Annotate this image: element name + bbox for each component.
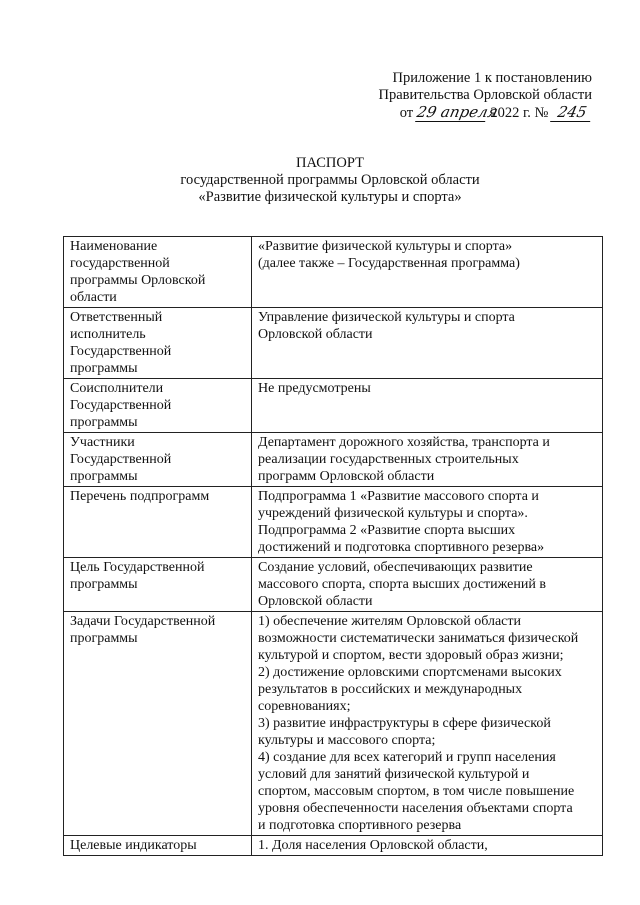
title-line-1: ПАСПОРТ	[296, 155, 364, 171]
row-label-cell	[64, 308, 252, 379]
row-label-line: государственной	[70, 256, 170, 271]
row-value-line: спортом, массовым спортом, в том числе повышение	[258, 784, 575, 799]
row-value-line: Орловской области	[258, 594, 373, 609]
row-label-line: Ответственный	[70, 310, 163, 325]
row-label-cell	[64, 379, 252, 433]
row-label-cell	[64, 433, 252, 487]
row-label-line: программы Орловской	[70, 273, 206, 288]
row-value-line: Подпрограмма 1 «Развитие массового спорта и	[258, 489, 539, 504]
row-value-cell	[252, 612, 603, 836]
row-label-line: Государственной	[70, 344, 172, 359]
row-label-line: Участники	[70, 435, 135, 450]
table-row	[64, 433, 603, 487]
passport-table	[63, 236, 603, 856]
table-row	[64, 558, 603, 612]
row-label-cell	[64, 558, 252, 612]
row-label-cell	[64, 836, 252, 856]
row-label-line: исполнитель	[70, 327, 146, 342]
row-label-line: программы	[70, 361, 138, 376]
table-row	[64, 836, 603, 856]
row-value-line: программ Орловской области	[258, 469, 435, 484]
handwritten-date: 29 апреля	[415, 103, 500, 121]
table-row	[64, 379, 603, 433]
row-label-line: программы	[70, 577, 138, 592]
row-value-line: 1. Доля населения Орловской области,	[258, 838, 488, 853]
row-value-line: реализации государственных строительных	[258, 452, 519, 467]
row-value-line: (далее также – Государственная программа)	[258, 256, 520, 271]
row-value-cell	[252, 379, 603, 433]
row-value-line: уровня обеспеченности населения объектами спорта	[258, 801, 573, 816]
row-value-line: 1) обеспечение жителям Орловской области	[258, 614, 522, 629]
row-value-line: культуры и массового спорта;	[258, 733, 436, 748]
row-label-line: Целевые индикаторы	[70, 838, 197, 853]
row-label-cell	[64, 237, 252, 308]
row-value-line: Не предусмотрены	[258, 381, 371, 396]
row-value-cell	[252, 836, 603, 856]
row-value-line: 3) развитие инфраструктуры в сфере физической	[258, 716, 551, 731]
row-value-line: «Развитие физической культуры и спорта»	[258, 239, 513, 254]
title-line-3: «Развитие физической культуры и спорта»	[198, 189, 462, 205]
appendix-prefix: от	[399, 105, 414, 121]
row-label-line: программы	[70, 631, 138, 646]
row-label-line: Государственной	[70, 452, 172, 467]
appendix-line-2: Правительства Орловской области	[378, 87, 592, 103]
appendix-middle: 2022 г. №	[490, 105, 549, 121]
row-label-line: Задачи Государственной	[70, 614, 216, 629]
appendix-line-3	[332, 104, 592, 122]
table-row	[64, 612, 603, 836]
table-row	[64, 237, 603, 308]
appendix-header	[332, 70, 592, 122]
row-label-line: программы	[70, 469, 138, 484]
row-value-line: Подпрограмма 2 «Развитие спорта высших	[258, 523, 516, 538]
document-title	[100, 155, 560, 206]
row-label-line: Цель Государственной	[70, 560, 205, 575]
row-label-cell	[64, 487, 252, 558]
row-value-cell	[252, 487, 603, 558]
row-value-line: Департамент дорожного хозяйства, транспорта и	[258, 435, 550, 450]
handwritten-number: 245	[550, 104, 594, 122]
row-label-line: Перечень подпрограмм	[70, 489, 210, 504]
row-label-line: Государственной	[70, 398, 172, 413]
table-row	[64, 487, 603, 558]
row-value-line: Орловской области	[258, 327, 373, 342]
row-label-line: Соисполнители	[70, 381, 164, 396]
row-value-line: и подготовка спортивного резерва	[258, 818, 462, 833]
row-value-line: соревнованиях;	[258, 699, 351, 714]
row-value-line: массового спорта, спорта высших достижений в	[258, 577, 546, 592]
row-label-line: Наименование	[70, 239, 158, 254]
row-value-cell	[252, 558, 603, 612]
row-value-line: Управление физической культуры и спорта	[258, 310, 515, 325]
row-value-line: условий для занятий физической культурой и	[258, 767, 530, 782]
row-value-line: учреждений физической культуры и спорта».	[258, 506, 528, 521]
table-row	[64, 308, 603, 379]
title-line-2: государственной программы Орловской области	[180, 172, 480, 188]
row-value-cell	[252, 433, 603, 487]
row-label-line: программы	[70, 415, 138, 430]
row-value-line: Создание условий, обеспечивающих развитие	[258, 560, 533, 575]
row-value-line: результатов в российских и международных	[258, 682, 523, 697]
row-value-cell	[252, 237, 603, 308]
appendix-line-1: Приложение 1 к постановлению	[392, 70, 592, 86]
row-value-cell	[252, 308, 603, 379]
row-label-cell	[64, 612, 252, 836]
row-value-line: культурой и спортом, вести здоровый образ жизни;	[258, 648, 564, 663]
row-value-line: 2) достижение орловскими спортсменами высоких	[258, 665, 562, 680]
row-label-line: области	[70, 290, 117, 305]
row-value-line: достижений и подготовка спортивного резерва»	[258, 540, 545, 555]
row-value-line: 4) создание для всех категорий и групп населения	[258, 750, 556, 765]
row-value-line: возможности систематически заниматься физической	[258, 631, 579, 646]
